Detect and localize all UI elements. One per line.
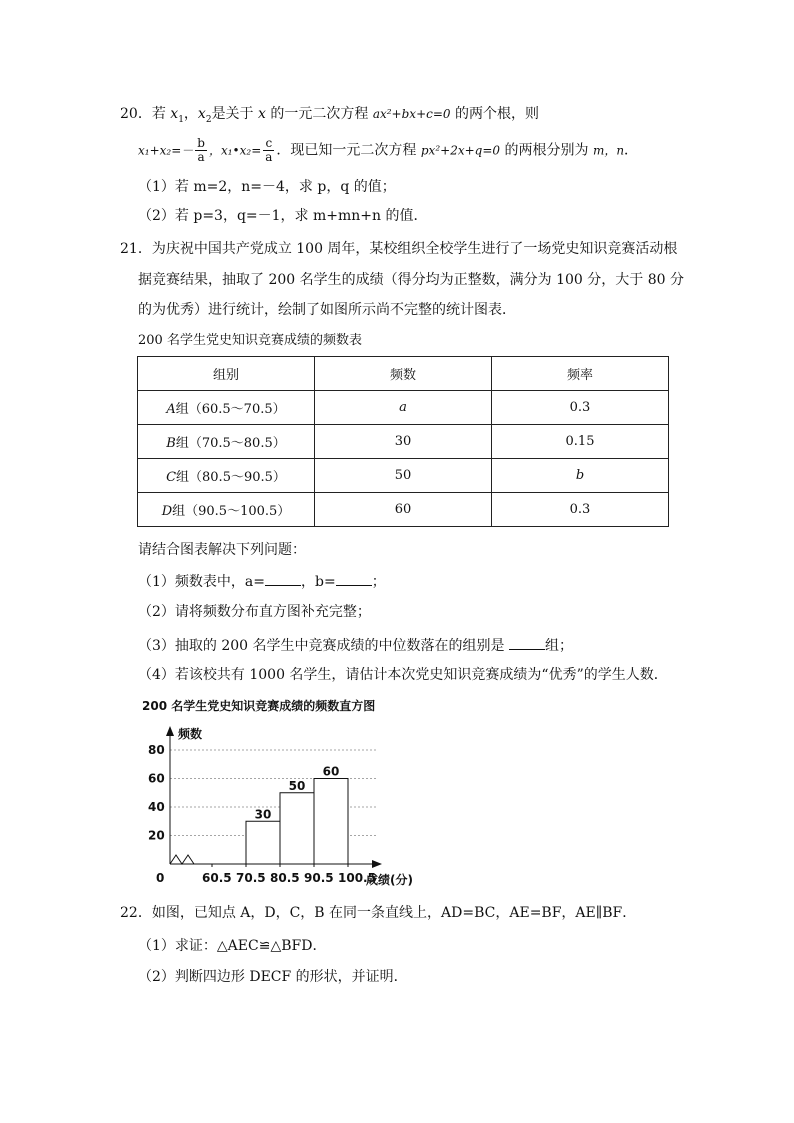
cell-rate: b [492,459,669,493]
cell-count: a [315,391,492,425]
histogram-bar [314,779,348,865]
x-tick-label: 100.5 [338,871,376,885]
cell-group: A组（60.5～70.5） [138,391,315,425]
y-tick-label: 80 [148,743,165,757]
q20-part2: （2）若 p=3，q=－1，求 m+mn+n 的值． [138,208,428,224]
x-axis-label: 成绩(分) [366,873,413,887]
q22-part2: （2）判断四边形 DECF 的形状，并证明． [138,969,408,985]
table-row [138,425,669,459]
cell-group: C组（80.5～90.5） [138,459,315,493]
header-rate: 频率 [492,357,669,391]
answer-blank-group[interactable] [509,635,545,650]
q21-line2: 据竞赛结果，抽取了 200 名学生的成绩（得分均为正整数，满分为 100 分，大于 80 分 [138,272,684,288]
table-title: 200 名学生党史知识竞赛成绩的频数表 [138,333,362,348]
y-tick-label: 40 [148,800,165,814]
x-tick-label: 90.5 [304,871,334,885]
q21-line3: 的为优秀）进行统计，绘制了如图所示尚不完整的统计图表． [138,302,516,318]
x-tick-label: 80.5 [270,871,300,885]
x-tick-label: 60.5 [202,871,232,885]
q22-part1: （1）求证：△AEC≌△BFD． [138,938,327,954]
y-tick-label: 20 [148,828,165,843]
cell-count: 30 [315,425,492,459]
table-row [138,493,669,527]
chart-title: 200 名学生党史知识竞赛成绩的频数直方图 [142,699,376,713]
y-axis-label: 频数 [178,727,203,741]
table-row [138,391,669,425]
bar-data-label: 60 [322,764,340,779]
x-axis-arrow [372,860,382,868]
q21-part4: （4）若该校共有 1000 名学生，请估计本次党史知识竞赛成绩为“优秀”的学生人数． [138,667,668,683]
answer-blank-a[interactable] [265,571,301,586]
q20-intro: 20．若 $x_1$，$x_2$是关于 x 的一元二次方程 ax²+bx+c=0 的两个根，则 [120,106,539,125]
cell-count: 60 [315,493,492,527]
cell-rate: 0.15 [492,425,669,459]
q21-part2: （2）请将频数分布直方图补充完整； [138,604,371,620]
q21-line1: 21．为庆祝中国共产党成立 100 周年，某校组织全校学生进行了一场党史知识竞赛活动根 [120,241,678,257]
bar-data-label: 30 [254,807,272,822]
y-axis-arrow [166,726,174,736]
fraction-b-over-a: $\frac{b}{a}$ [197,136,205,164]
x-tick-label: 70.5 [236,871,266,885]
origin-label: 0 [156,871,165,885]
fraction-c-over-a: $\frac{c}{a}$ [265,136,273,164]
q20-part1: （1）若 m=2，n=－4，求 p，q 的值； [138,179,396,195]
q21-prompt: 请结合图表解决下列问题： [138,542,306,558]
y-tick-label: 60 [148,771,165,786]
cell-group: D组（90.5～100.5） [138,493,315,527]
table-row [138,459,669,493]
q22-line1: 22．如图，已知点 A，D，C，B 在同一条直线上，AD=BC，AE=BF，AE∥BF． [120,905,637,921]
cell-rate: 0.3 [492,493,669,527]
frequency-histogram [140,692,440,892]
frequency-table [137,356,669,527]
cell-group: B组（70.5～80.5） [138,425,315,459]
cell-count: 50 [315,459,492,493]
answer-blank-b[interactable] [336,571,372,586]
q21-part1: （1）频数表中，a= ，b= ； [138,571,386,592]
header-count: 频数 [315,357,492,391]
q20-vieta: x₁+x₂=－ $\frac{b}{a}$ ，x₁•x₂= $\frac{c}{a}$ ．现已知一元二次方程 px²+2x+q=0 的两根分别为 m，n． [138,136,639,164]
header-group: 组别 [138,357,315,391]
table-header-row [138,357,669,391]
histogram-bar [246,821,280,864]
bar-data-label: 50 [288,778,306,793]
cell-rate: 0.3 [492,391,669,425]
q21-part3: （3）抽取的 200 名学生中竞赛成绩的中位数落在的组别是 组； [138,635,573,656]
histogram-bar [280,793,314,864]
axis-break [170,855,194,864]
